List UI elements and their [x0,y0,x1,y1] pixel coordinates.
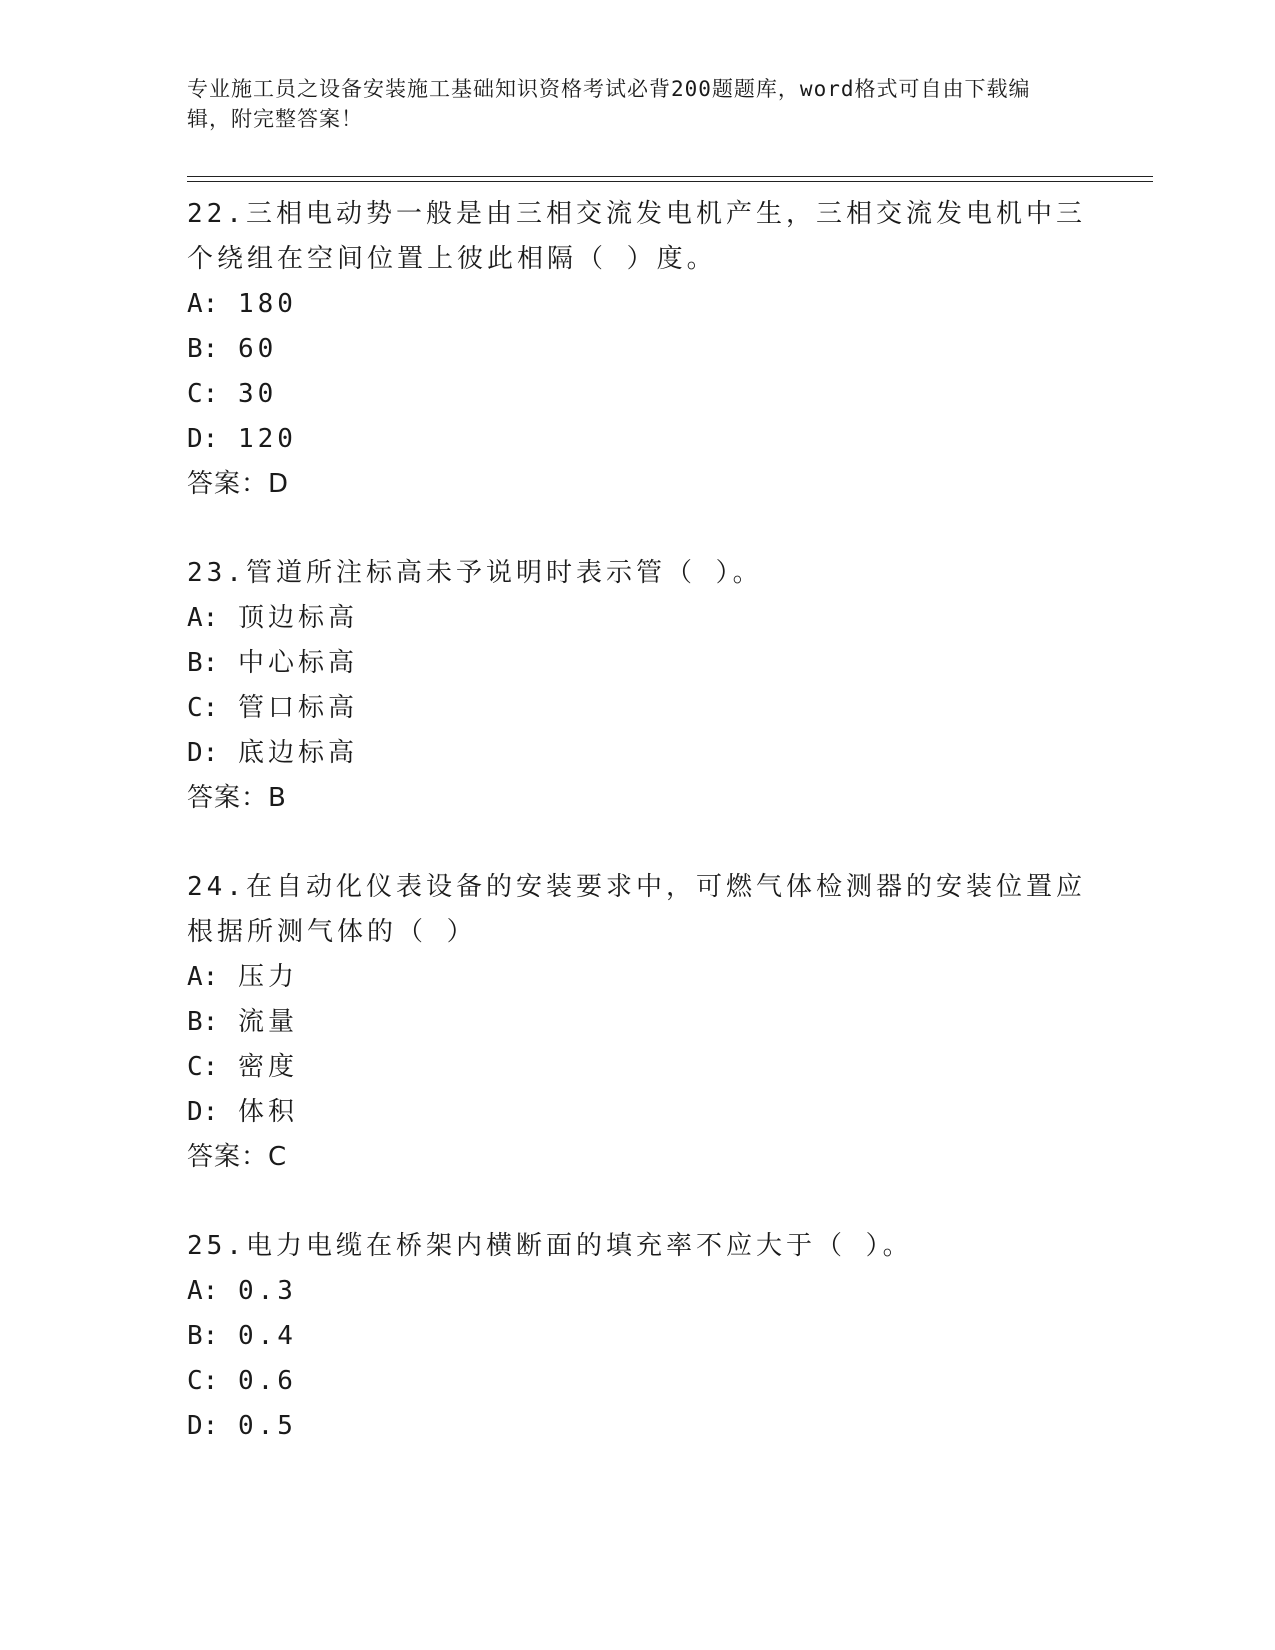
option-d [187,417,1087,462]
option-letter: A: [187,289,219,319]
option-a [187,1269,1087,1314]
option-text: 密度 [237,1052,298,1082]
option-b [187,327,1087,372]
option-letter: D: [187,1097,219,1127]
option-c [187,686,1087,731]
option-text: 底边标高 [237,738,358,768]
option-letter: C: [187,693,219,723]
option-letter: A: [187,1276,219,1306]
header-divider-bottom [187,181,1153,182]
question-stem: 23.管道所注标高未予说明时表示管（ ）。 [187,558,763,588]
question-24 [187,865,1087,1179]
option-text: 60 [237,334,278,364]
question-23 [187,551,1087,820]
option-text: 中心标高 [237,648,358,678]
option-text: 管口标高 [237,693,358,723]
option-letter: D: [187,738,219,768]
option-a [187,955,1087,1000]
option-text: 压力 [237,962,298,992]
option-a [187,596,1087,641]
option-letter: B: [187,648,219,678]
option-text: 0.4 [237,1321,297,1351]
option-text: 0.5 [237,1411,297,1441]
option-text: 流量 [237,1007,298,1037]
option-c [187,372,1087,417]
option-a [187,282,1087,327]
option-c [187,1359,1087,1404]
option-text: 0.3 [237,1276,297,1306]
option-letter: A: [187,603,219,633]
header-divider-top [187,176,1153,177]
option-letter: B: [187,334,219,364]
answer-line: 答案：C [187,1142,288,1172]
option-text: 体积 [237,1097,298,1127]
answer-line: 答案：B [187,783,287,813]
question-stem: 25.电力电缆在桥架内横断面的填充率不应大于（ ）。 [187,1231,913,1261]
option-b [187,641,1087,686]
option-text: 120 [237,424,297,454]
option-letter: D: [187,1411,219,1441]
question-list [187,192,1087,1449]
option-d [187,1090,1087,1135]
option-b [187,1000,1087,1045]
document-header: 专业施工员之设备安装施工基础知识资格考试必背200题题库，word格式可自由下载编辑，附完整答案！ [187,77,1031,131]
option-letter: B: [187,1007,219,1037]
option-letter: B: [187,1321,219,1351]
question-stem: 24.在自动化仪表设备的安装要求中，可燃气体检测器的安装位置应根据所测气体的（ ） [187,872,1086,947]
option-text: 顶边标高 [237,603,358,633]
option-d [187,1404,1087,1449]
option-text: 0.6 [237,1366,297,1396]
option-letter: C: [187,379,219,409]
option-d [187,731,1087,776]
option-letter: C: [187,1052,219,1082]
option-b [187,1314,1087,1359]
option-text: 180 [237,289,297,319]
option-letter: A: [187,962,219,992]
option-letter: D: [187,424,219,454]
question-stem: 22.三相电动势一般是由三相交流发电机产生，三相交流发电机中三个绕组在空间位置上彼此相隔（ ）度。 [187,199,1086,274]
option-letter: C: [187,1366,219,1396]
question-25 [187,1224,1087,1449]
option-text: 30 [237,379,278,409]
option-c [187,1045,1087,1090]
answer-line: 答案：D [187,469,290,499]
question-22 [187,192,1087,506]
